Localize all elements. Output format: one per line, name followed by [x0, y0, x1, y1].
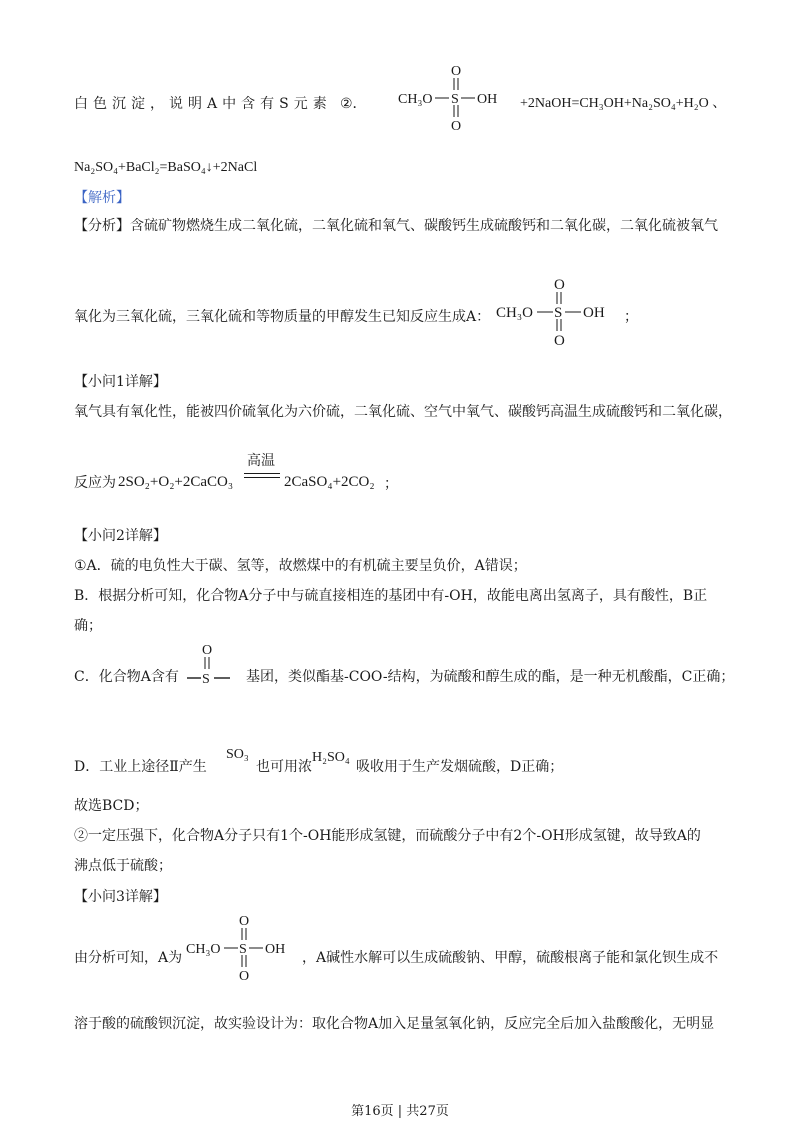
- oh-group: OH: [477, 92, 498, 107]
- sulfur-atom: S: [554, 305, 563, 321]
- q1-end: ；: [384, 476, 398, 492]
- sulfonyl-fragment: [183, 641, 235, 687]
- analysis-end: ；: [624, 309, 638, 325]
- oxygen-bottom: O: [239, 969, 250, 984]
- q2-option-a: ①A．硫的电负性大于碳、氢等，故燃煤中的有机硫主要呈负价，A错误；: [74, 558, 527, 574]
- q2-part2-line2: 沸点低于硫酸；: [74, 858, 172, 874]
- h2so4-formula: H₂SO₄: [312, 750, 350, 765]
- compound-a-structure: [494, 276, 618, 348]
- q2-option-d-mid: 也可用浓: [256, 759, 312, 775]
- condition-label: 高温: [247, 453, 275, 469]
- sulfur-atom: S: [451, 92, 459, 107]
- q1-text: 氧气具有氧化性，能被四价硫氧化为六价硫，二氧化硫、空气中氧气、碳酸钙高温生成硫酸钙和二氧化碳，: [74, 404, 732, 420]
- q2-part2-line1: ②一定压强下，化合物A分子只有1个-OH能形成氢键，而硫酸分子中有2个-OH形成氢键，故导致A的: [74, 828, 701, 844]
- page-footer: 第16页 | 共27页: [351, 1104, 449, 1119]
- sulfur-atom: S: [239, 942, 247, 957]
- answer-text: 白色沉淀，说明A中含有S元素: [74, 96, 332, 112]
- ch3o-group: CH₃O: [186, 942, 221, 957]
- q3-text: ，A碱性水解可以生成硫酸钠、甲醇，硫酸根离子能和氯化钡生成不: [302, 950, 719, 966]
- q2-selection: 故选BCD；: [74, 798, 149, 814]
- q3-heading: 【小问3详解】: [74, 889, 167, 905]
- q1-reactants: 2SO₂+O₂+2CaCO₃: [118, 474, 234, 490]
- hydrolysis-equation: +2NaOH=CH₃OH+Na₂SO₄+H₂O 、: [520, 96, 727, 111]
- oxygen-top: O: [239, 914, 250, 929]
- q3-last-line: 溶于酸的硫酸钡沉淀，故实验设计为：取化合物A加入足量氢氧化钠，反应完全后加入盐酸酸化，无明显: [74, 1016, 715, 1032]
- analysis-line-2: 氧化为三氧化硫，三氧化硫和等物质量的甲醇发生已知反应生成A：: [74, 309, 491, 325]
- ch3o-group: CH₃O: [398, 92, 433, 107]
- q2-option-d-text: 吸收用于生产发烟硫酸，D正确；: [356, 759, 564, 775]
- oxygen-top: O: [554, 277, 565, 293]
- reaction-condition: [244, 450, 282, 490]
- q2-option-b-line1: B．根据分析可知，化合物A分子中与硫直接相连的基团中有-OH，故能电离出氢离子，具有酸性，B正: [74, 588, 708, 604]
- analysis-line-1: 【分析】含硫矿物燃烧生成二氧化硫，二氧化硫和氧气、碳酸钙生成硫酸钙和二氧化碳，二氧化硫被氧气: [74, 218, 718, 234]
- q2-heading: 【小问2详解】: [74, 528, 167, 544]
- ch3o-group: CH₃O: [496, 305, 533, 321]
- oxygen-bottom: O: [451, 119, 462, 134]
- oxygen-top: O: [202, 643, 213, 658]
- q2-option-b-line2: 确；: [74, 618, 102, 634]
- so3-formula: SO₃: [226, 747, 249, 762]
- methyl-hydrogen-sulfate-structure: [395, 62, 513, 134]
- q2-option-c-prefix: C．化合物A含有: [74, 669, 179, 685]
- q2-option-c-text: 基团，类似酯基-COO-结构，为硫酸和醇生成的酯，是一种无机酸酯，C正确；: [246, 669, 735, 685]
- section-jiexi: 【解析】: [74, 190, 130, 206]
- q1-prefix: 反应为: [74, 475, 116, 491]
- precipitation-equation: Na₂SO₄+BaCl₂=BaSO₄↓+2NaCl: [74, 160, 258, 175]
- compound-a-structure-q3: [186, 912, 298, 984]
- oxygen-bottom: O: [554, 333, 565, 348]
- oh-group: OH: [265, 942, 286, 957]
- sulfur-atom: S: [202, 672, 210, 687]
- oxygen-top: O: [451, 64, 462, 79]
- q1-products: 2CaSO₄+2CO₂: [284, 474, 375, 490]
- oh-group: OH: [583, 305, 605, 321]
- q3-prefix: 由分析可知，A为: [74, 950, 183, 966]
- answer-marker: ②．: [340, 96, 367, 112]
- q1-heading: 【小问1详解】: [74, 374, 167, 390]
- q2-option-d-prefix: D．工业上途径Ⅱ产生: [74, 759, 207, 775]
